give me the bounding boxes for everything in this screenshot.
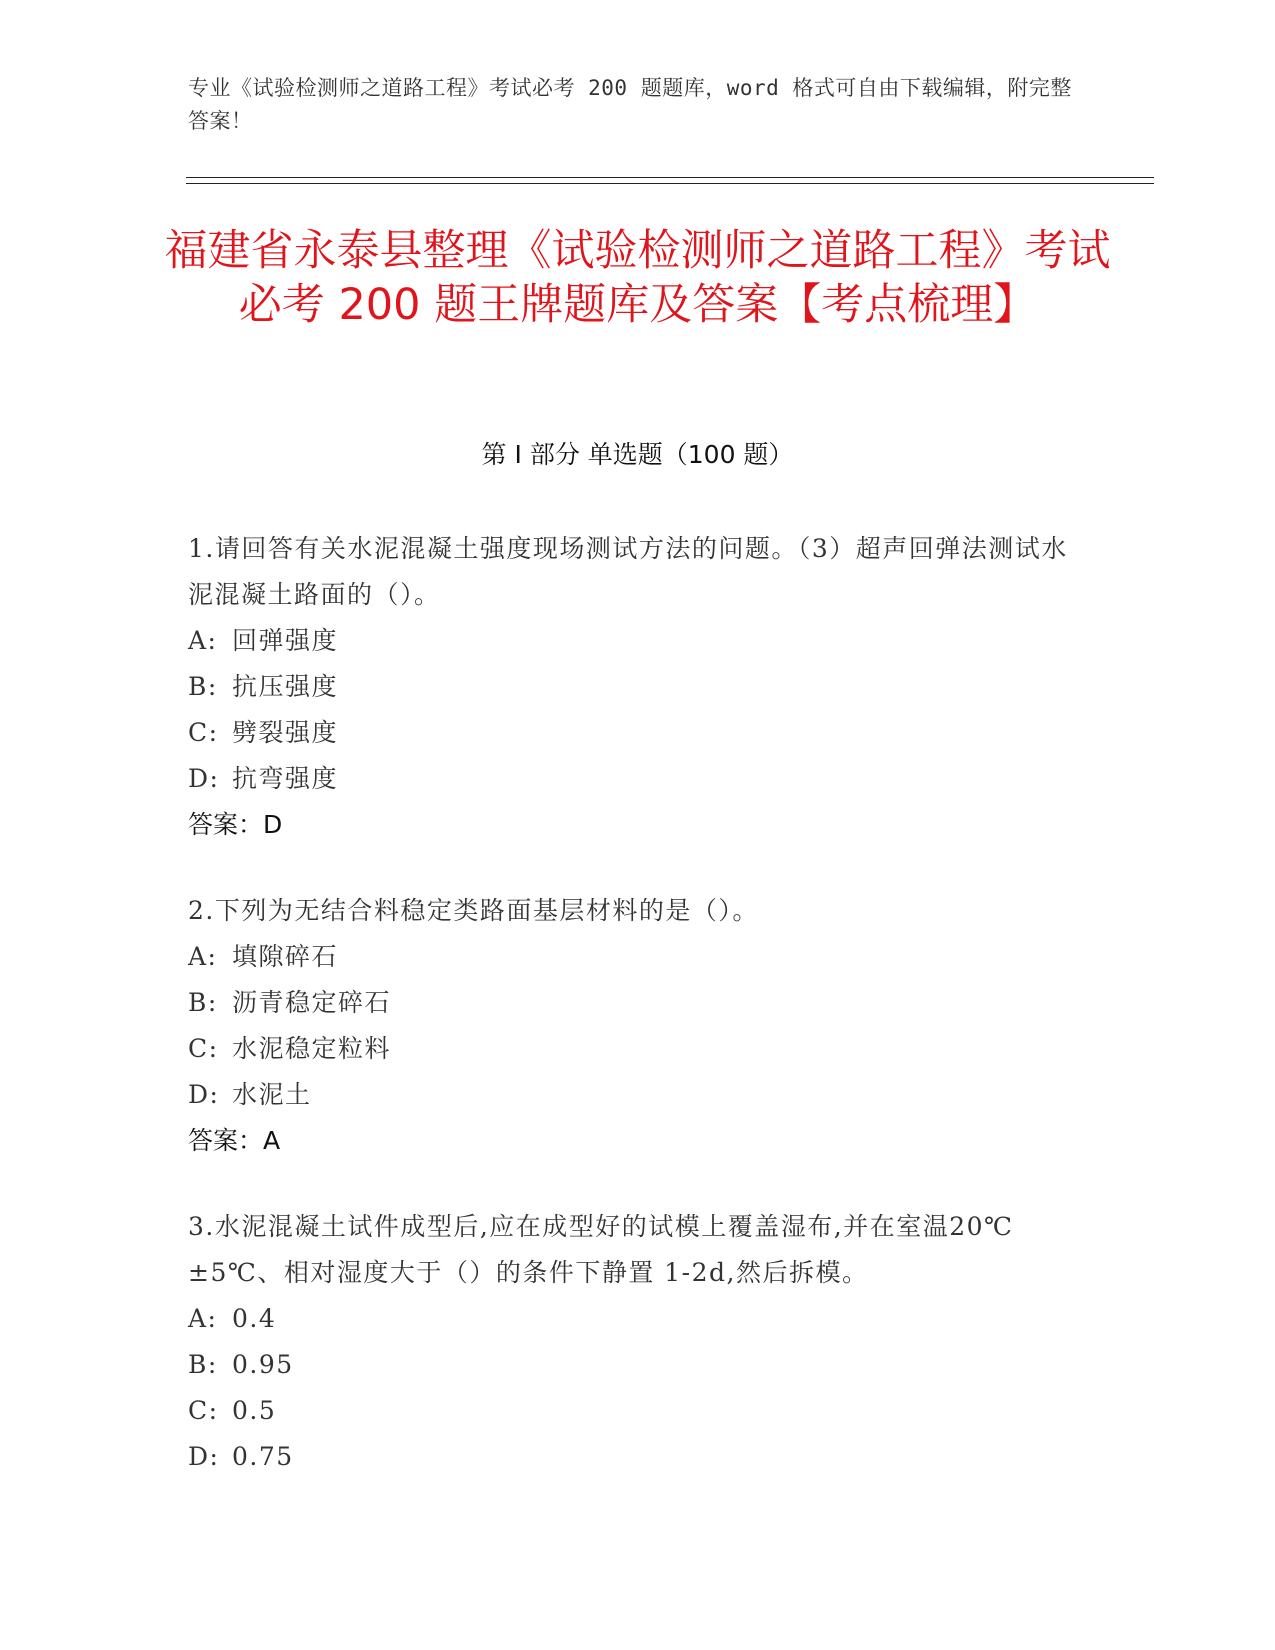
- option-d: [188, 1072, 1088, 1118]
- header-divider-bottom: [186, 183, 1154, 184]
- option-a: [188, 1296, 1088, 1342]
- option-key: D:: [188, 1442, 220, 1471]
- question-3: [188, 1204, 1088, 1480]
- option-key: D:: [188, 1080, 220, 1109]
- option-text: 劈裂强度: [232, 718, 339, 747]
- option-a: [188, 618, 1088, 664]
- option-text: 回弹强度: [232, 626, 339, 655]
- option-text: 抗弯强度: [232, 764, 339, 793]
- option-key: B:: [188, 672, 218, 701]
- option-key: A:: [188, 942, 218, 971]
- option-c: [188, 710, 1088, 756]
- document-title: 福建省永泰县整理《试验检测师之道路工程》考试必考 200 题王牌题库及答案【考点梳理】: [164, 226, 1111, 330]
- option-text: 0.5: [232, 1396, 277, 1425]
- option-c: [188, 1388, 1088, 1434]
- header-divider-top: [186, 177, 1154, 178]
- option-c: [188, 1026, 1088, 1072]
- option-text: 抗压强度: [232, 672, 339, 701]
- option-key: C:: [188, 718, 219, 747]
- answer-line: 答案：A: [188, 1126, 281, 1155]
- option-b: [188, 664, 1088, 710]
- option-key: C:: [188, 1034, 219, 1063]
- option-text: 填隙碎石: [232, 942, 339, 971]
- option-b: [188, 1342, 1088, 1388]
- question-stem: 3.水泥混凝土试件成型后,应在成型好的试模上覆盖湿布,并在室温20℃±5℃、相对湿度大于（）的条件下静置 1-2d,然后拆模。: [188, 1212, 1014, 1287]
- question-stem: 2.下列为无结合料稳定类路面基层材料的是（）。: [188, 896, 759, 925]
- header-note: 专业《试验检测师之道路工程》考试必考 200 题题库，word 格式可自由下载编辑，附完整答案！: [188, 76, 1072, 133]
- question-stem: 1.请回答有关水泥混凝土强度现场测试方法的问题。（3）超声回弹法测试水泥混凝土路面的（）。: [188, 534, 1068, 609]
- option-text: 沥青稳定碎石: [232, 988, 392, 1017]
- option-key: A:: [188, 1304, 218, 1333]
- option-text: 0.4: [232, 1304, 277, 1333]
- section-heading: 第 I 部分 单选题（100 题）: [481, 440, 794, 469]
- option-text: 水泥稳定粒料: [232, 1034, 392, 1063]
- option-a: [188, 934, 1088, 980]
- option-text: 水泥土: [232, 1080, 312, 1109]
- option-key: C:: [188, 1396, 219, 1425]
- option-d: [188, 756, 1088, 802]
- option-text: 0.75: [232, 1442, 294, 1471]
- option-b: [188, 980, 1088, 1026]
- question-1: [188, 526, 1088, 848]
- option-text: 0.95: [232, 1350, 294, 1379]
- question-2: [188, 888, 1088, 1164]
- option-d: [188, 1434, 1088, 1480]
- option-key: B:: [188, 988, 218, 1017]
- option-key: A:: [188, 626, 218, 655]
- answer-line: 答案：D: [188, 810, 283, 839]
- option-key: B:: [188, 1350, 218, 1379]
- option-key: D:: [188, 764, 220, 793]
